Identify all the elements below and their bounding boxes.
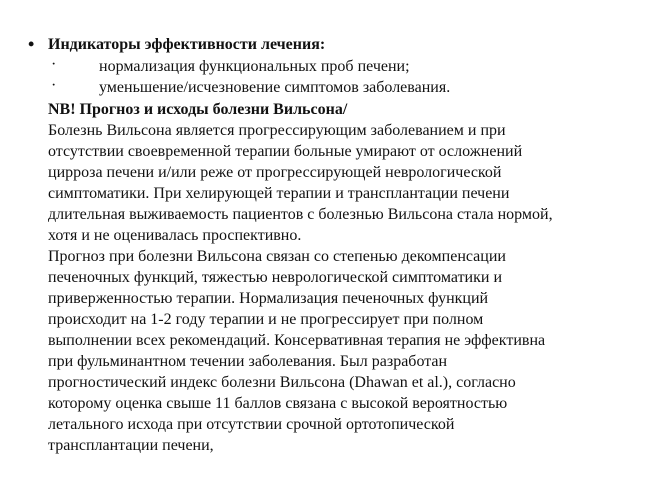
paragraph-line: приверженностью терапии. Нормализация печеночных функций [48,290,489,307]
list-item [51,77,611,98]
nb-title: NB! Прогноз и исходы болезни Вильсона/ [48,101,348,118]
list-item-text: уменьшение/исчезновение симптомов заболевания. [99,79,451,96]
paragraph-line: которому оценка свыше 11 баллов связана с высокой вероятностью [48,395,508,412]
paragraph-line: отсутствии своевременной терапии больные умирают от осложнений [48,143,523,160]
paragraph-line: прогностический индекс болезни Вильсона (Dhawan et al.), согласно [48,374,516,391]
paragraph-line: Прогноз при болезни Вильсона связан со степенью декомпенсации [48,248,506,265]
bullet-icon: • [28,34,35,54]
paragraph-line: цирроза печени и/или реже от прогрессирующей неврологической [48,164,502,181]
paragraph-prognosis [48,120,628,246]
paragraph-line: длительная выживаемость пациентов с болезнью Вильсона стала нормой, [48,206,553,223]
heading-row [28,34,628,56]
paragraph-line: при фульминантном течении заболевания. Был разработан [48,353,448,370]
paragraph-factors [48,246,628,456]
paragraph-line: печеночных функций, тяжестью неврологической симптоматики и [48,269,503,286]
paragraph-line: летального исхода при отсутствии срочной ортотопической [48,416,455,433]
paragraph-line: выполнении всех рекомендаций. Консервативная терапия не эффективна [48,332,546,349]
list-item-text: нормализация функциональных проб печени; [99,58,410,75]
sub-bullet-icon: · [51,56,57,73]
paragraph-line: происходит на 1-2 году терапии и не прогрессирует при полном [48,311,484,328]
heading-text: Индикаторы эффективности лечения: [48,36,326,53]
paragraph-line: хотя и не оценивалась проспективно. [48,227,302,244]
sub-bullet-icon: · [51,77,57,94]
paragraph-line: Болезнь Вильсона является прогрессирующим заболеванием и при [48,122,506,139]
list-item [51,56,611,77]
paragraph-line: симптоматики. При хелирующей терапии и трансплантации печени [48,185,510,202]
paragraph-line: трансплантации печени, [48,437,214,454]
